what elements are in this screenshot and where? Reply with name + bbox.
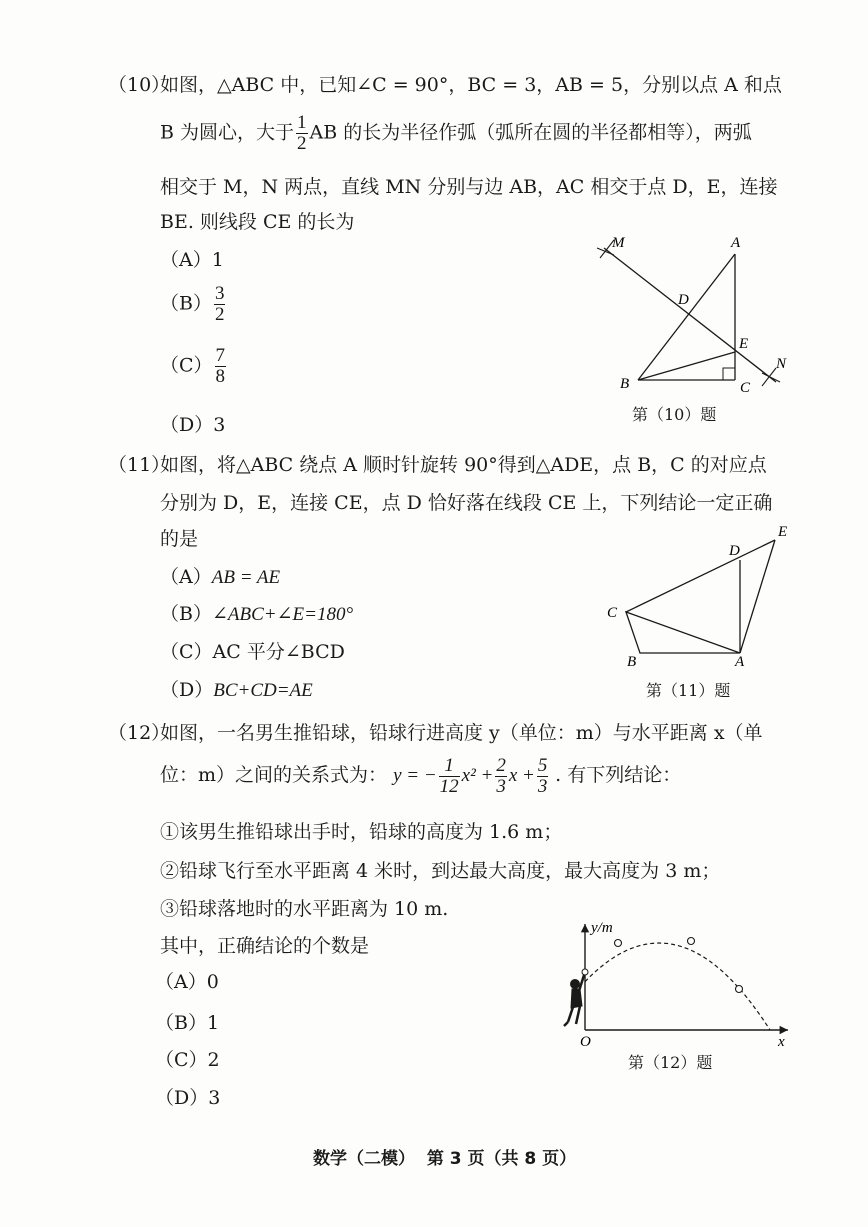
option-value: 0 <box>206 971 219 993</box>
ball-point <box>688 938 695 945</box>
segment-ae <box>740 540 775 653</box>
option-value: BC+CD=AE <box>213 680 313 701</box>
line-mn <box>604 248 776 382</box>
q10-option-a[interactable] <box>160 245 224 272</box>
q10-option-c[interactable] <box>160 346 228 387</box>
q12-statement-1: ①该男生推铅球出手时，铅球的高度为 1.6 m； <box>160 821 563 843</box>
q12-line1: 如图，一名男生推铅球，铅球行进高度 y（单位：m）与水平距离 x（单 <box>160 722 763 744</box>
label-m: M <box>612 235 625 251</box>
option-label: （C） <box>155 1049 208 1071</box>
label-d: D <box>729 543 740 559</box>
q11-option-b[interactable] <box>160 599 353 626</box>
option-value: 3 <box>213 414 226 436</box>
ball-point <box>615 940 622 947</box>
shot-ball <box>582 969 588 975</box>
q12-option-a[interactable] <box>155 967 219 994</box>
right-angle-mark <box>723 368 735 380</box>
option-label: （C） <box>160 641 213 663</box>
option-label: （B） <box>155 1012 207 1034</box>
q11-line1: 如图，将△ABC 绕点 A 顺时针旋转 90°得到△ADE，点 B，C 的对应点 <box>160 454 767 476</box>
q10-number: （10） <box>108 74 171 96</box>
option-value: AC 平分∠BCD <box>212 641 345 663</box>
q12-option-d[interactable] <box>155 1083 220 1110</box>
q12-option-b[interactable] <box>155 1008 219 1035</box>
shot-putter-icon <box>564 972 585 1026</box>
q10-line3: 相交于 M，N 两点，直线 MN 分别与边 AB，AC 相交于点 D，E，连接 <box>160 176 778 198</box>
option-label: （D） <box>155 1087 209 1109</box>
q10-line4: BE. 则线段 CE 的长为 <box>160 211 355 233</box>
option-label: （B） <box>160 292 212 315</box>
q11-option-d[interactable] <box>160 675 313 702</box>
q10-line2-pre: B 为圆心，大于 <box>160 121 295 144</box>
q12-caption: 第（12）题 <box>628 1053 713 1072</box>
option-fraction: $\frac{7}{8}$ <box>215 345 226 387</box>
q12-statement-3: ③铅球落地时的水平距离为 10 m. <box>160 898 449 920</box>
q12-line2 <box>160 756 681 797</box>
ball-point <box>736 986 743 993</box>
label-a: A <box>731 235 741 251</box>
q12-line2-post: . 有下列结论： <box>555 763 682 786</box>
q11-option-c[interactable] <box>160 637 345 664</box>
option-value: ∠ABC+∠E=180° <box>211 604 354 625</box>
label-c: C <box>740 380 751 396</box>
q11-figure <box>600 520 800 670</box>
label-e: E <box>778 524 788 540</box>
q12-option-c[interactable] <box>155 1045 220 1072</box>
origin-label: O <box>580 1034 591 1048</box>
q12-line2-pre: 位：m）之间的关系式为： <box>160 763 388 786</box>
q12-formula: y = − $\frac{1}{12}$ x² + $\frac{2}{3}$ x + $\frac{5}{3}$ <box>393 755 548 797</box>
option-value: 3 <box>208 1087 221 1109</box>
label-a: A <box>735 654 745 670</box>
q12-number: （12） <box>108 722 171 744</box>
page-footer: 数学（二模） 第 3 页（共 8 页） <box>313 1149 577 1169</box>
option-label: （A） <box>160 566 212 588</box>
q10-line2 <box>160 113 752 154</box>
q11-line2: 分别为 D，E，连接 CE，点 D 恰好落在线段 CE 上，下列结论一定正确 <box>160 492 773 514</box>
label-c: C <box>607 605 618 621</box>
option-label: （B） <box>160 603 212 625</box>
q10-line1: 如图，△ABC 中，已知∠C = 90°，BC = 3，AB = 5，分别以点 A 和点 <box>160 74 782 96</box>
option-fraction: $\frac{3}{2}$ <box>214 283 225 325</box>
option-label: （D） <box>160 679 214 701</box>
q11-option-a[interactable] <box>160 562 280 589</box>
label-n: N <box>776 356 787 372</box>
q11-number: （11） <box>108 454 171 476</box>
q10-option-b[interactable] <box>160 284 227 325</box>
option-label: （D） <box>160 414 214 436</box>
q12-figure <box>558 918 798 1048</box>
trajectory-curve <box>585 943 770 1030</box>
q10-line2-post: AB 的长为半径作弧（弧所在圆的半径都相等），两弧 <box>309 121 752 144</box>
y-axis-label: y/m <box>591 920 613 936</box>
q10-figure <box>590 228 800 398</box>
option-value: 2 <box>207 1049 220 1071</box>
q12-statement-2: ②铅球飞行至水平距离 4 米时，到达最大高度，最大高度为 3 m； <box>160 860 721 882</box>
label-d: D <box>678 292 689 308</box>
q11-line3: 的是 <box>160 528 199 550</box>
segment-be <box>638 352 735 380</box>
q11-caption: 第（11）题 <box>646 681 731 700</box>
label-b: B <box>627 654 637 670</box>
option-value: 1 <box>211 249 224 271</box>
option-value: AB = AE <box>211 567 281 588</box>
q10-caption: 第（10）题 <box>632 405 717 424</box>
option-label: （C） <box>160 354 213 377</box>
triangle-abc <box>626 612 740 653</box>
q10-half-fraction: $\frac{1}{2}$ <box>297 112 307 154</box>
segment-ab <box>638 254 735 380</box>
option-label: （A） <box>155 971 207 993</box>
label-e: E <box>739 336 749 352</box>
q12-question: 其中，正确结论的个数是 <box>160 935 370 957</box>
option-label: （A） <box>160 249 212 271</box>
q10-option-d[interactable] <box>160 410 225 437</box>
option-value: 1 <box>206 1012 220 1034</box>
segment-ce <box>626 540 775 612</box>
label-b: B <box>620 376 630 392</box>
x-axis-label: x <box>778 1034 785 1048</box>
